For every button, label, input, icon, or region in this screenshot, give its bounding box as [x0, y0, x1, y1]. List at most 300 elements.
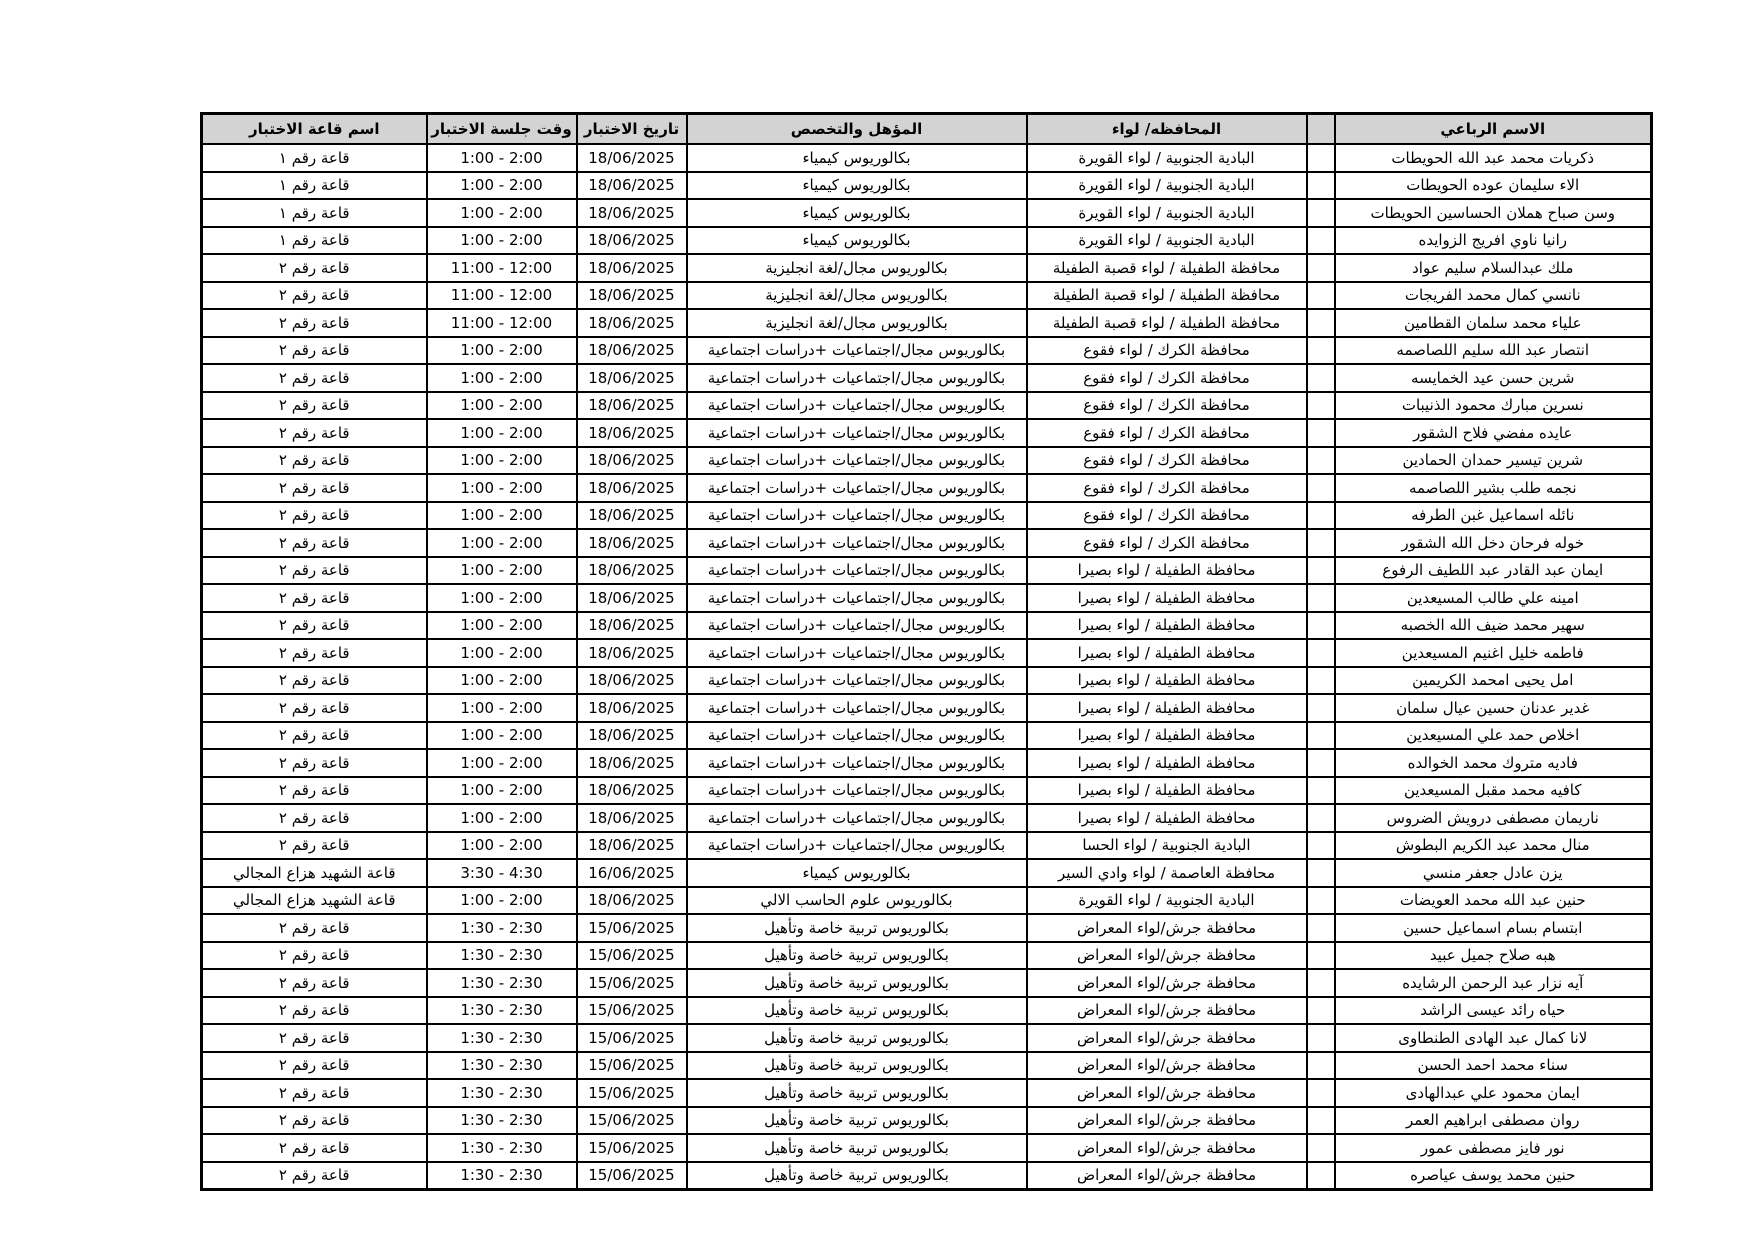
table-row: [202, 254, 1652, 282]
hall-name-cell: قاعة رقم ١: [202, 199, 427, 227]
column-header-qualification: المؤهل والتخصص: [687, 114, 1027, 145]
session-time-cell: 11:00 - 12:00: [427, 309, 577, 337]
hall-name-cell: قاعة رقم ٢: [202, 914, 427, 942]
table-row: [202, 942, 1652, 970]
hall-name-cell: قاعة رقم ٢: [202, 557, 427, 585]
exam-date-cell: 15/06/2025: [577, 1024, 687, 1052]
exam-date-cell: 15/06/2025: [577, 1134, 687, 1162]
governorate-cell: البادية الجنوبية / لواء القويرة: [1027, 227, 1307, 255]
exam-date-cell: 18/06/2025: [577, 254, 687, 282]
table-row: [202, 997, 1652, 1025]
spacer-cell: [1307, 282, 1335, 310]
exam-date-cell: 18/06/2025: [577, 172, 687, 200]
hall-name-cell: قاعة رقم ٢: [202, 309, 427, 337]
qualification-cell: بكالوريوس علوم الحاسب الالي: [687, 887, 1027, 915]
exam-date-cell: 18/06/2025: [577, 474, 687, 502]
full-name-cell: ايمان عبد القادر عبد اللطيف الرفوع: [1335, 557, 1652, 585]
qualification-cell: بكالوريوس مجال/اجتماعيات +دراسات اجتماعية: [687, 694, 1027, 722]
qualification-cell: بكالوريوس مجال/اجتماعيات +دراسات اجتماعية: [687, 392, 1027, 420]
session-time-cell: 1:30 - 2:30: [427, 1024, 577, 1052]
exam-date-cell: 18/06/2025: [577, 722, 687, 750]
spacer-cell: [1307, 364, 1335, 392]
session-time-cell: 1:30 - 2:30: [427, 914, 577, 942]
column-header-full-name: الاسم الرباعي: [1335, 114, 1652, 145]
table-row: [202, 1052, 1652, 1080]
session-time-cell: 1:00 - 2:00: [427, 612, 577, 640]
spacer-cell: [1307, 969, 1335, 997]
exam-date-cell: 18/06/2025: [577, 832, 687, 860]
full-name-cell: انتصار عبد الله سليم اللصاصمه: [1335, 337, 1652, 365]
column-header-hall-name: اسم قاعة الاختبار: [202, 114, 427, 145]
exam-date-cell: 18/06/2025: [577, 502, 687, 530]
session-time-cell: 1:30 - 2:30: [427, 942, 577, 970]
governorate-cell: البادية الجنوبية / لواء القويرة: [1027, 199, 1307, 227]
table-row: [202, 199, 1652, 227]
governorate-cell: محافظة الطفيلة / لواء بصيرا: [1027, 722, 1307, 750]
table-row: [202, 804, 1652, 832]
qualification-cell: بكالوريوس كيمياء: [687, 144, 1027, 172]
session-time-cell: 3:30 - 4:30: [427, 859, 577, 887]
hall-name-cell: قاعة رقم ٢: [202, 529, 427, 557]
session-time-cell: 1:30 - 2:30: [427, 1134, 577, 1162]
exam-date-cell: 18/06/2025: [577, 282, 687, 310]
governorate-cell: محافظة الطفيلة / لواء بصيرا: [1027, 557, 1307, 585]
hall-name-cell: قاعة رقم ٢: [202, 584, 427, 612]
session-time-cell: 1:00 - 2:00: [427, 144, 577, 172]
session-time-cell: 1:00 - 2:00: [427, 639, 577, 667]
hall-name-cell: قاعة رقم ٢: [202, 1162, 427, 1190]
governorate-cell: محافظة الطفيلة / لواء بصيرا: [1027, 612, 1307, 640]
spacer-cell: [1307, 1134, 1335, 1162]
exam-date-cell: 18/06/2025: [577, 557, 687, 585]
spacer-cell: [1307, 997, 1335, 1025]
hall-name-cell: قاعة رقم ١: [202, 227, 427, 255]
full-name-cell: غدير عدنان حسين عيال سلمان: [1335, 694, 1652, 722]
column-header-exam-date: تاريخ الاختبار: [577, 114, 687, 145]
exam-date-cell: 15/06/2025: [577, 1162, 687, 1190]
session-time-cell: 1:00 - 2:00: [427, 392, 577, 420]
exam-date-cell: 15/06/2025: [577, 942, 687, 970]
qualification-cell: بكالوريوس كيمياء: [687, 199, 1027, 227]
spacer-cell: [1307, 392, 1335, 420]
governorate-cell: محافظة الطفيلة / لواء بصيرا: [1027, 777, 1307, 805]
qualification-cell: بكالوريوس تربية خاصة وتأهيل: [687, 942, 1027, 970]
spacer-cell: [1307, 694, 1335, 722]
full-name-cell: آيه نزار عبد الرحمن الرشايده: [1335, 969, 1652, 997]
exam-date-cell: 18/06/2025: [577, 749, 687, 777]
exam-date-cell: 18/06/2025: [577, 804, 687, 832]
table-row: [202, 667, 1652, 695]
full-name-cell: ملك عبدالسلام سليم عواد: [1335, 254, 1652, 282]
hall-name-cell: قاعة رقم ٢: [202, 777, 427, 805]
table-row: [202, 1134, 1652, 1162]
session-time-cell: 1:00 - 2:00: [427, 887, 577, 915]
session-time-cell: 1:00 - 2:00: [427, 474, 577, 502]
session-time-cell: 1:30 - 2:30: [427, 997, 577, 1025]
spacer-cell: [1307, 1079, 1335, 1107]
session-time-cell: 1:00 - 2:00: [427, 529, 577, 557]
qualification-cell: بكالوريوس كيمياء: [687, 859, 1027, 887]
hall-name-cell: قاعة رقم ٢: [202, 364, 427, 392]
table-row: [202, 612, 1652, 640]
table-row: [202, 1024, 1652, 1052]
governorate-cell: محافظة جرش/لواء المعراض: [1027, 1024, 1307, 1052]
governorate-cell: محافظة الكرك / لواء فقوع: [1027, 419, 1307, 447]
table-row: [202, 1162, 1652, 1190]
table-row: [202, 914, 1652, 942]
spacer-cell: [1307, 832, 1335, 860]
spacer-cell: [1307, 447, 1335, 475]
table-row: [202, 969, 1652, 997]
session-time-cell: 1:00 - 2:00: [427, 172, 577, 200]
full-name-cell: نانسي كمال محمد الفريجات: [1335, 282, 1652, 310]
session-time-cell: 1:00 - 2:00: [427, 447, 577, 475]
hall-name-cell: قاعة رقم ٢: [202, 612, 427, 640]
exam-date-cell: 15/06/2025: [577, 969, 687, 997]
hall-name-cell: قاعة رقم ٢: [202, 392, 427, 420]
spacer-cell: [1307, 227, 1335, 255]
full-name-cell: امينه علي طالب المسيعدين: [1335, 584, 1652, 612]
session-time-cell: 1:30 - 2:30: [427, 1162, 577, 1190]
spacer-cell: [1307, 612, 1335, 640]
governorate-cell: محافظة الكرك / لواء فقوع: [1027, 337, 1307, 365]
governorate-cell: محافظة الطفيلة / لواء بصيرا: [1027, 694, 1307, 722]
session-time-cell: 1:00 - 2:00: [427, 227, 577, 255]
qualification-cell: بكالوريوس مجال/اجتماعيات +دراسات اجتماعية: [687, 557, 1027, 585]
full-name-cell: نور فايز مصطفى عمور: [1335, 1134, 1652, 1162]
full-name-cell: هبه صلاح جميل عبيد: [1335, 942, 1652, 970]
table-row: [202, 832, 1652, 860]
qualification-cell: بكالوريوس تربية خاصة وتأهيل: [687, 1079, 1027, 1107]
session-time-cell: 1:00 - 2:00: [427, 557, 577, 585]
table-row: [202, 887, 1652, 915]
full-name-cell: علياء محمد سلمان القطامين: [1335, 309, 1652, 337]
table-row: [202, 859, 1652, 887]
spacer-cell: [1307, 199, 1335, 227]
exam-date-cell: 18/06/2025: [577, 694, 687, 722]
spacer-cell: [1307, 172, 1335, 200]
exam-date-cell: 16/06/2025: [577, 859, 687, 887]
session-time-cell: 1:00 - 2:00: [427, 694, 577, 722]
spacer-cell: [1307, 419, 1335, 447]
exam-date-cell: 18/06/2025: [577, 199, 687, 227]
governorate-cell: محافظة جرش/لواء المعراض: [1027, 1052, 1307, 1080]
hall-name-cell: قاعة رقم ٢: [202, 1107, 427, 1135]
hall-name-cell: قاعة رقم ٢: [202, 1052, 427, 1080]
spacer-cell: [1307, 584, 1335, 612]
exam-date-cell: 18/06/2025: [577, 309, 687, 337]
exam-date-cell: 18/06/2025: [577, 529, 687, 557]
table-row: [202, 227, 1652, 255]
hall-name-cell: قاعة رقم ٢: [202, 749, 427, 777]
session-time-cell: 1:30 - 2:30: [427, 969, 577, 997]
qualification-cell: بكالوريوس كيمياء: [687, 227, 1027, 255]
qualification-cell: بكالوريوس مجال/اجتماعيات +دراسات اجتماعية: [687, 529, 1027, 557]
governorate-cell: محافظة الكرك / لواء فقوع: [1027, 529, 1307, 557]
full-name-cell: حنين محمد يوسف عياصره: [1335, 1162, 1652, 1190]
governorate-cell: محافظة جرش/لواء المعراض: [1027, 1079, 1307, 1107]
exam-date-cell: 18/06/2025: [577, 227, 687, 255]
governorate-cell: محافظة الكرك / لواء فقوع: [1027, 447, 1307, 475]
spacer-cell: [1307, 1107, 1335, 1135]
hall-name-cell: قاعة رقم ٢: [202, 474, 427, 502]
qualification-cell: بكالوريوس تربية خاصة وتأهيل: [687, 1024, 1027, 1052]
hall-name-cell: قاعة رقم ٢: [202, 337, 427, 365]
hall-name-cell: قاعة رقم ٢: [202, 419, 427, 447]
session-time-cell: 1:00 - 2:00: [427, 832, 577, 860]
session-time-cell: 1:00 - 2:00: [427, 667, 577, 695]
table-row: [202, 1107, 1652, 1135]
exam-date-cell: 18/06/2025: [577, 144, 687, 172]
qualification-cell: بكالوريوس مجال/لغة انجليزية: [687, 309, 1027, 337]
full-name-cell: ذكريات محمد عبد الله الحويطات: [1335, 144, 1652, 172]
qualification-cell: بكالوريوس مجال/لغة انجليزية: [687, 254, 1027, 282]
qualification-cell: بكالوريوس تربية خاصة وتأهيل: [687, 1107, 1027, 1135]
full-name-cell: حنين عبد الله محمد العويضات: [1335, 887, 1652, 915]
session-time-cell: 1:00 - 2:00: [427, 502, 577, 530]
hall-name-cell: قاعة رقم ٢: [202, 639, 427, 667]
governorate-cell: محافظة جرش/لواء المعراض: [1027, 1134, 1307, 1162]
exam-date-cell: 15/06/2025: [577, 1052, 687, 1080]
governorate-cell: محافظة جرش/لواء المعراض: [1027, 1162, 1307, 1190]
full-name-cell: سهير محمد ضيف الله الخصبه: [1335, 612, 1652, 640]
qualification-cell: بكالوريوس تربية خاصة وتأهيل: [687, 914, 1027, 942]
full-name-cell: لانا كمال عبد الهادى الطنطاوى: [1335, 1024, 1652, 1052]
qualification-cell: بكالوريوس تربية خاصة وتأهيل: [687, 1052, 1027, 1080]
qualification-cell: بكالوريوس مجال/اجتماعيات +دراسات اجتماعية: [687, 447, 1027, 475]
full-name-cell: خوله فرحان دخل الله الشقور: [1335, 529, 1652, 557]
table-row: [202, 392, 1652, 420]
spacer-cell: [1307, 529, 1335, 557]
qualification-cell: بكالوريوس مجال/اجتماعيات +دراسات اجتماعية: [687, 474, 1027, 502]
spacer-cell: [1307, 777, 1335, 805]
governorate-cell: محافظة الكرك / لواء فقوع: [1027, 502, 1307, 530]
hall-name-cell: قاعة رقم ٢: [202, 502, 427, 530]
governorate-cell: البادية الجنوبية / لواء القويرة: [1027, 172, 1307, 200]
spacer-cell: [1307, 722, 1335, 750]
hall-name-cell: قاعة رقم ١: [202, 172, 427, 200]
spacer-cell: [1307, 749, 1335, 777]
session-time-cell: 1:30 - 2:30: [427, 1079, 577, 1107]
governorate-cell: البادية الجنوبية / لواء القويرة: [1027, 887, 1307, 915]
exam-date-cell: 15/06/2025: [577, 914, 687, 942]
table-row: [202, 777, 1652, 805]
table-row: [202, 309, 1652, 337]
governorate-cell: محافظة جرش/لواء المعراض: [1027, 969, 1307, 997]
exam-date-cell: 18/06/2025: [577, 419, 687, 447]
spacer-cell: [1307, 1024, 1335, 1052]
qualification-cell: بكالوريوس كيمياء: [687, 172, 1027, 200]
table-header-row: [202, 114, 1652, 145]
qualification-cell: بكالوريوس تربية خاصة وتأهيل: [687, 969, 1027, 997]
full-name-cell: نجمه طلب بشير اللصاصمه: [1335, 474, 1652, 502]
exam-date-cell: 15/06/2025: [577, 997, 687, 1025]
governorate-cell: البادية الجنوبية / لواء القويرة: [1027, 144, 1307, 172]
column-header-spacer: [1307, 114, 1335, 145]
governorate-cell: محافظة العاصمة / لواء وادي السير: [1027, 859, 1307, 887]
spacer-cell: [1307, 557, 1335, 585]
hall-name-cell: قاعة رقم ٢: [202, 942, 427, 970]
column-header-session-time: وقت جلسة الاختبار: [427, 114, 577, 145]
spacer-cell: [1307, 1052, 1335, 1080]
full-name-cell: اخلاص حمد علي المسيعدين: [1335, 722, 1652, 750]
table-row: [202, 584, 1652, 612]
hall-name-cell: قاعة رقم ٢: [202, 804, 427, 832]
qualification-cell: بكالوريوس مجال/اجتماعيات +دراسات اجتماعية: [687, 749, 1027, 777]
qualification-cell: بكالوريوس مجال/اجتماعيات +دراسات اجتماعية: [687, 364, 1027, 392]
table-row: [202, 529, 1652, 557]
full-name-cell: رانيا ناوي افريج الزوايده: [1335, 227, 1652, 255]
full-name-cell: يزن عادل جعفر منسي: [1335, 859, 1652, 887]
table-row: [202, 557, 1652, 585]
table-row: [202, 144, 1652, 172]
full-name-cell: شرين حسن عيد الخمايسه: [1335, 364, 1652, 392]
full-name-cell: كافيه محمد مقبل المسيعدين: [1335, 777, 1652, 805]
qualification-cell: بكالوريوس مجال/اجتماعيات +دراسات اجتماعية: [687, 639, 1027, 667]
session-time-cell: 11:00 - 12:00: [427, 282, 577, 310]
spacer-cell: [1307, 309, 1335, 337]
table-row: [202, 474, 1652, 502]
spacer-cell: [1307, 639, 1335, 667]
session-time-cell: 1:00 - 2:00: [427, 364, 577, 392]
governorate-cell: محافظة الطفيلة / لواء قصبة الطفيلة: [1027, 282, 1307, 310]
hall-name-cell: قاعة رقم ٢: [202, 282, 427, 310]
qualification-cell: بكالوريوس تربية خاصة وتأهيل: [687, 1134, 1027, 1162]
exam-date-cell: 18/06/2025: [577, 777, 687, 805]
full-name-cell: نسرين مبارك محمود الذنيبات: [1335, 392, 1652, 420]
qualification-cell: بكالوريوس تربية خاصة وتأهيل: [687, 1162, 1027, 1190]
session-time-cell: 1:00 - 2:00: [427, 749, 577, 777]
exam-date-cell: 18/06/2025: [577, 667, 687, 695]
governorate-cell: محافظة الطفيلة / لواء بصيرا: [1027, 749, 1307, 777]
governorate-cell: محافظة الكرك / لواء فقوع: [1027, 392, 1307, 420]
qualification-cell: بكالوريوس مجال/اجتماعيات +دراسات اجتماعية: [687, 667, 1027, 695]
full-name-cell: امل يحيى امحمد الكريمين: [1335, 667, 1652, 695]
session-time-cell: 1:30 - 2:30: [427, 1107, 577, 1135]
session-time-cell: 1:00 - 2:00: [427, 337, 577, 365]
full-name-cell: عايده مفضي فلاح الشقور: [1335, 419, 1652, 447]
spacer-cell: [1307, 887, 1335, 915]
exam-date-cell: 15/06/2025: [577, 1079, 687, 1107]
exam-date-cell: 18/06/2025: [577, 612, 687, 640]
session-time-cell: 1:00 - 2:00: [427, 777, 577, 805]
full-name-cell: شرين تيسير حمدان الحمادين: [1335, 447, 1652, 475]
qualification-cell: بكالوريوس مجال/اجتماعيات +دراسات اجتماعية: [687, 419, 1027, 447]
qualification-cell: بكالوريوس تربية خاصة وتأهيل: [687, 997, 1027, 1025]
table-row: [202, 447, 1652, 475]
exam-date-cell: 18/06/2025: [577, 337, 687, 365]
full-name-cell: ناريمان مصطفى درويش الضروس: [1335, 804, 1652, 832]
session-time-cell: 1:00 - 2:00: [427, 584, 577, 612]
spacer-cell: [1307, 942, 1335, 970]
spacer-cell: [1307, 1162, 1335, 1190]
qualification-cell: بكالوريوس مجال/اجتماعيات +دراسات اجتماعية: [687, 502, 1027, 530]
governorate-cell: محافظة الكرك / لواء فقوع: [1027, 474, 1307, 502]
hall-name-cell: قاعة الشهيد هزاع المجالي: [202, 859, 427, 887]
hall-name-cell: قاعة رقم ٢: [202, 667, 427, 695]
full-name-cell: ايمان محمود علي عبدالهادى: [1335, 1079, 1652, 1107]
qualification-cell: بكالوريوس مجال/اجتماعيات +دراسات اجتماعية: [687, 832, 1027, 860]
hall-name-cell: قاعة رقم ٢: [202, 694, 427, 722]
hall-name-cell: قاعة رقم ٢: [202, 1024, 427, 1052]
table-row: [202, 172, 1652, 200]
session-time-cell: 1:00 - 2:00: [427, 804, 577, 832]
session-time-cell: 1:00 - 2:00: [427, 722, 577, 750]
qualification-cell: بكالوريوس مجال/اجتماعيات +دراسات اجتماعية: [687, 722, 1027, 750]
session-time-cell: 1:00 - 2:00: [427, 199, 577, 227]
governorate-cell: محافظة الطفيلة / لواء بصيرا: [1027, 804, 1307, 832]
session-time-cell: 11:00 - 12:00: [427, 254, 577, 282]
hall-name-cell: قاعة رقم ٢: [202, 447, 427, 475]
governorate-cell: محافظة الطفيلة / لواء بصيرا: [1027, 667, 1307, 695]
spacer-cell: [1307, 337, 1335, 365]
qualification-cell: بكالوريوس مجال/اجتماعيات +دراسات اجتماعية: [687, 804, 1027, 832]
spacer-cell: [1307, 914, 1335, 942]
table-row: [202, 337, 1652, 365]
full-name-cell: وسن صباح هملان الحساسين الحويطات: [1335, 199, 1652, 227]
exam-date-cell: 18/06/2025: [577, 392, 687, 420]
table-row: [202, 694, 1652, 722]
full-name-cell: ابتسام بسام اسماعيل حسين: [1335, 914, 1652, 942]
governorate-cell: محافظة جرش/لواء المعراض: [1027, 997, 1307, 1025]
governorate-cell: البادية الجنوبية / لواء الحسا: [1027, 832, 1307, 860]
hall-name-cell: قاعة رقم ١: [202, 144, 427, 172]
full-name-cell: منال محمد عبد الكريم البطوش: [1335, 832, 1652, 860]
governorate-cell: محافظة جرش/لواء المعراض: [1027, 942, 1307, 970]
spacer-cell: [1307, 254, 1335, 282]
hall-name-cell: قاعة رقم ٢: [202, 969, 427, 997]
hall-name-cell: قاعة الشهيد هزاع المجالي: [202, 887, 427, 915]
exam-date-cell: 18/06/2025: [577, 639, 687, 667]
exam-date-cell: 15/06/2025: [577, 1107, 687, 1135]
table-body: [202, 144, 1652, 1190]
session-time-cell: 1:30 - 2:30: [427, 1052, 577, 1080]
table-row: [202, 419, 1652, 447]
table-row: [202, 282, 1652, 310]
governorate-cell: محافظة الطفيلة / لواء بصيرا: [1027, 639, 1307, 667]
full-name-cell: فاطمه خليل اغنيم المسيعدين: [1335, 639, 1652, 667]
qualification-cell: بكالوريوس مجال/لغة انجليزية: [687, 282, 1027, 310]
table-row: [202, 749, 1652, 777]
exam-date-cell: 18/06/2025: [577, 447, 687, 475]
governorate-cell: محافظة الطفيلة / لواء قصبة الطفيلة: [1027, 309, 1307, 337]
spacer-cell: [1307, 667, 1335, 695]
hall-name-cell: قاعة رقم ٢: [202, 1079, 427, 1107]
table-row: [202, 722, 1652, 750]
hall-name-cell: قاعة رقم ٢: [202, 997, 427, 1025]
spacer-cell: [1307, 804, 1335, 832]
full-name-cell: فاديه متروك محمد الخوالده: [1335, 749, 1652, 777]
qualification-cell: بكالوريوس مجال/اجتماعيات +دراسات اجتماعية: [687, 584, 1027, 612]
column-header-governorate: المحافظه/ لواء: [1027, 114, 1307, 145]
table-row: [202, 639, 1652, 667]
table-row: [202, 364, 1652, 392]
full-name-cell: نائله اسماعيل غبن الطرفه: [1335, 502, 1652, 530]
hall-name-cell: قاعة رقم ٢: [202, 722, 427, 750]
qualification-cell: بكالوريوس مجال/اجتماعيات +دراسات اجتماعية: [687, 337, 1027, 365]
governorate-cell: محافظة الكرك / لواء فقوع: [1027, 364, 1307, 392]
qualification-cell: بكالوريوس مجال/اجتماعيات +دراسات اجتماعية: [687, 612, 1027, 640]
full-name-cell: حياه رائد عيسى الراشد: [1335, 997, 1652, 1025]
spacer-cell: [1307, 859, 1335, 887]
full-name-cell: الاء سليمان عوده الحويطات: [1335, 172, 1652, 200]
spacer-cell: [1307, 474, 1335, 502]
exam-date-cell: 18/06/2025: [577, 887, 687, 915]
governorate-cell: محافظة الطفيلة / لواء بصيرا: [1027, 584, 1307, 612]
hall-name-cell: قاعة رقم ٢: [202, 254, 427, 282]
full-name-cell: روان مصطفى ابراهيم العمر: [1335, 1107, 1652, 1135]
hall-name-cell: قاعة رقم ٢: [202, 832, 427, 860]
